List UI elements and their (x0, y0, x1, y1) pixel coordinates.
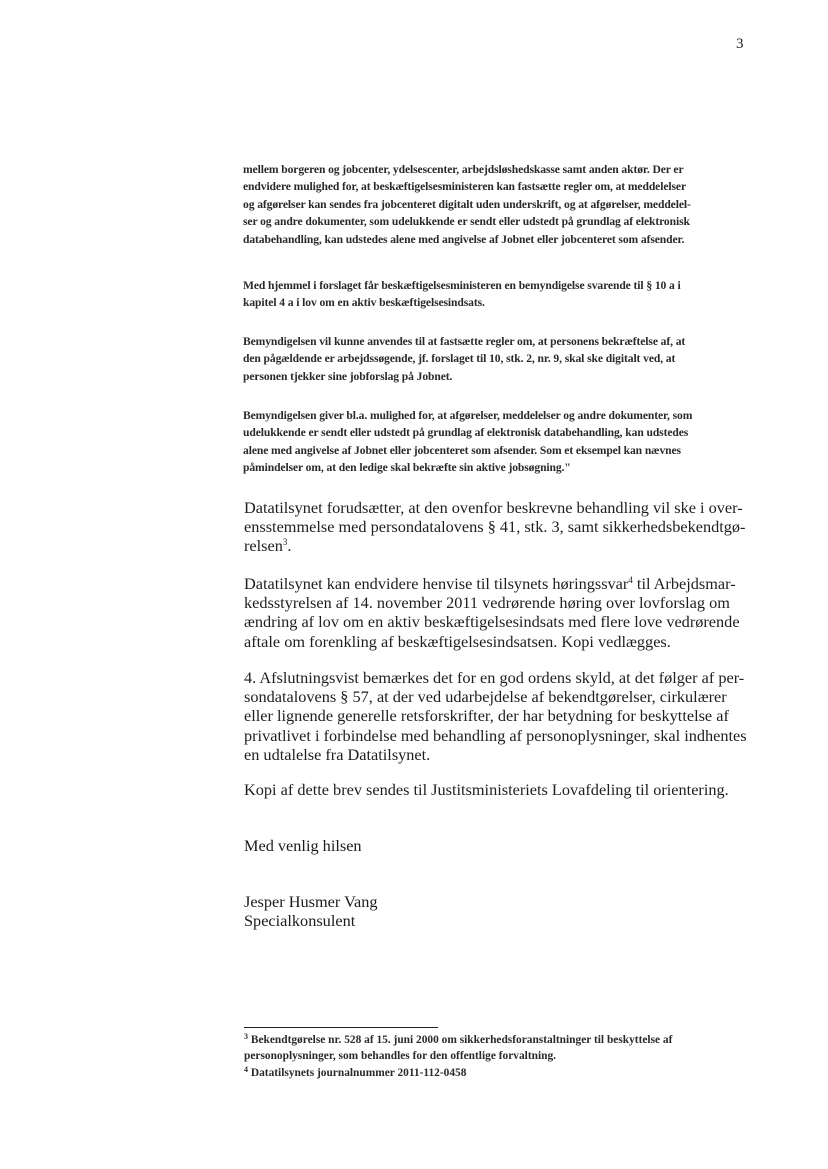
signatory-name: Jesper Husmer Vang (244, 892, 378, 911)
text-line: kedsstyrelsen af 14. november 2011 vedrørende høring over lovforslag om (244, 593, 730, 613)
footnote-text: personoplysninger, som behandles for den offentlige forvaltning. (244, 1049, 557, 1062)
text-line: og afgørelser kan sendes fra jobcenteret digitalt uden underskrift, og at afgørelser, meddelel- (243, 197, 691, 211)
text-line: udelukkende er sendt eller udstedt på grundlag af elektronisk databehandling, kan udstedes (243, 426, 689, 440)
text-line: alene med angivelse af Jobnet eller jobcenteret som afsender. Som et eksempel kan nævnes (243, 443, 681, 457)
text-line: Bemyndigelsen giver bl.a. mulighed for, at afgørelser, meddelelser og andre dokumenter, som (243, 409, 693, 422)
text-line: endvidere mulighed for, at beskæftigelsesministeren kan fastsætte regler om, at meddelelser (243, 180, 687, 194)
text-fragment: Datatilsynet kan endvidere henvise til tilsynets høringssvar (244, 574, 629, 593)
reference-paragraph (244, 574, 744, 651)
text-line: ser og andre dokumenter, som udelukkende er sendt eller udstedt på grundlag af elektronisk (243, 215, 690, 229)
text-fragment: . (287, 536, 292, 556)
footnote-text: Datatilsynets journalnummer 2011-112-0458 (250, 1067, 467, 1079)
footnote (244, 1033, 672, 1064)
text-line (244, 536, 744, 555)
text-line (244, 574, 744, 593)
quote-paragraph (243, 161, 748, 248)
footnote-ref: 3 (282, 537, 288, 548)
quote-paragraph (243, 407, 748, 477)
text-line: databehandling, kan udstedes alene med angivelse af Jobnet eller jobcenteret som afsender. (243, 232, 685, 246)
quote-paragraph (243, 333, 748, 385)
footnote-number: 3 (244, 1032, 248, 1041)
text-line: den pågældende er arbejdssøgende, jf. forslaget til 10, stk. 2, nr. 9, skal ske digitalt ved, at (243, 352, 676, 366)
text-line: aftale om forenkling af beskæftigelsesindsatsen. Kopi vedlægges. (244, 631, 671, 651)
closing-greeting: Med venlig hilsen (244, 836, 362, 855)
text-line: påmindelser om, at den ledige skal bekræfte sin aktive jobsøgning." (243, 461, 571, 475)
text-fragment: til Arbejdsmar- (632, 574, 736, 593)
text-line: ensstemmelse med persondatalovens § 41, stk. 3, samt sikkerhedsbekendtgø- (244, 517, 746, 537)
quote-paragraph (243, 277, 748, 312)
footnote-ref: 4 (628, 575, 633, 585)
text-line: eller lignende generelle retsforskrifter, der har betydning for beskyttelse af (244, 706, 729, 726)
text-fragment: relsen (244, 536, 283, 556)
text-line: Med hjemmel i forslaget får beskæftigelsesministeren en bemyndigelse svarende til § 10 a i (243, 279, 681, 292)
footnote (244, 1066, 466, 1082)
assumption-paragraph (244, 498, 744, 556)
text-line: Kopi af dette brev sendes til Justitsministeriets Lovafdeling til orientering. (244, 780, 729, 799)
text-line: ændring af lov om en aktiv beskæftigelsesindsats med flere love vedrørende (244, 612, 740, 632)
text-line: personen tjekker sine jobforslag på Jobnet. (243, 369, 453, 383)
text-line: sondatalovens § 57, at der ved udarbejdelse af bekendtgørelser, cirkulærer (244, 687, 727, 707)
text-line: 4. Afslutningsvist bemærkes det for en god ordens skyld, at det følger af per- (244, 668, 745, 687)
footnote-text: Bekendtgørelse nr. 528 af 15. juni 2000 om sikkerhedsforanstaltninger til beskyttelse af (250, 1034, 673, 1046)
page-number: 3 (736, 36, 744, 52)
text-line: privatlivet i forbindelse med behandling af personoplysninger, skal indhentes (244, 725, 747, 745)
text-line: Datatilsynet forudsætter, at den ovenfor beskrevne behandling vil ske i over- (244, 498, 743, 517)
footnote-divider (244, 1027, 438, 1028)
text-line: mellem borgeren og jobcenter, ydelsescenter, arbejdsløshedskasse samt anden aktør. Der er (243, 163, 684, 176)
signatory-title: Specialkonsulent (244, 911, 356, 930)
text-line: Bemyndigelsen vil kunne anvendes til at fastsætte regler om, at personens bekræftelse af, at (243, 335, 686, 348)
text-line: kapitel 4 a i lov om en aktiv beskæftigelsesindsats. (243, 296, 485, 310)
text-line: en udtalelse fra Datatilsynet. (244, 744, 431, 764)
conclusion-paragraph (244, 668, 747, 764)
copy-paragraph (244, 780, 744, 799)
footnote-number: 4 (244, 1065, 248, 1074)
